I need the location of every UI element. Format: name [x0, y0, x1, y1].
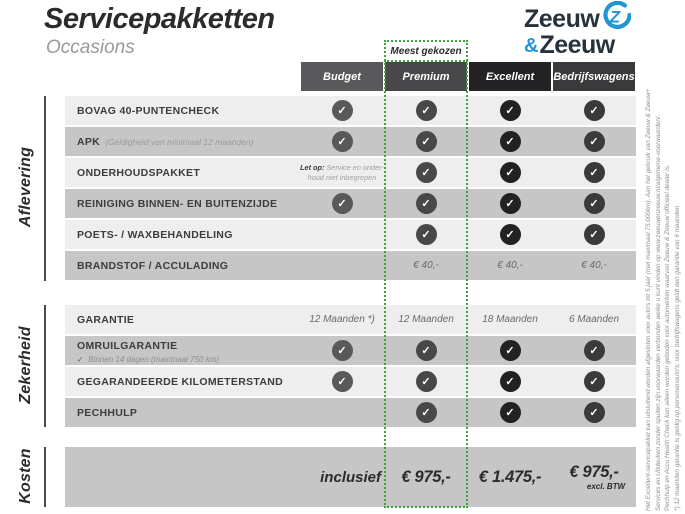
footnote-line-4: *) 12 maanden garantie is geldig op personenauto's; voor bedrijfswagens geldt een garantie van 6 maanden [673, 205, 681, 511]
cell-value: € 40,- [497, 260, 523, 271]
logo-z-swoosh-icon [601, 1, 631, 35]
table-row [65, 158, 636, 187]
footnote-line-2: Services en Uitdeuken zonder spuiten zijn voorwaarden verbonden welke u kunt vinden op www.zeeuwenzeeuw.nl/algemene-voorwaarden/. [654, 114, 662, 511]
price-cell-premium [384, 447, 468, 507]
row-label-line [77, 195, 300, 212]
cell-excellent [468, 158, 552, 187]
check-icon: ✓ [584, 402, 605, 423]
cell-premium [384, 127, 468, 156]
cell-budget [300, 220, 384, 249]
row-label: POETS- / WAXBEHANDELING [77, 229, 233, 242]
section-label-kosten: Kosten [17, 448, 34, 504]
cell-excellent [468, 96, 552, 125]
cell-bedrijfswagens [552, 158, 636, 187]
price-cell-excellent [468, 447, 552, 507]
cell-budget [300, 251, 384, 280]
check-icon: ✓ [584, 131, 605, 152]
check-icon: ✓ [500, 371, 521, 392]
footnote-line-1: Het Excellent-servicepakket kan uitsluitend worden afgesloten voor auto's tot 5 jaar (met maximaal 75.000km). Aan het gebruik van Zeeuw & Zeeuw+ [645, 88, 652, 511]
cell-excellent [468, 305, 552, 334]
cell-premium [384, 367, 468, 396]
table-row [65, 127, 636, 156]
row-subtext [77, 356, 300, 364]
cell-bedrijfswagens [552, 305, 636, 334]
logo-ampersand: & [524, 34, 539, 57]
row-label-cell [65, 367, 300, 396]
check-icon: ✓ [584, 224, 605, 245]
row-label-cell [65, 158, 300, 187]
check-icon: ✓ [416, 402, 437, 423]
check-icon: ✓ [332, 340, 353, 361]
column-header-label: Excellent [485, 70, 535, 83]
cell-value: 18 Maanden [482, 314, 538, 325]
row-label: APK [77, 136, 101, 149]
check-icon: ✓ [332, 100, 353, 121]
cell-note: Let op: Service en onder- houd niet inbegrepen [300, 163, 384, 182]
cell-value: 6 Maanden [568, 314, 620, 325]
row-label-cell [65, 398, 300, 427]
row-label-cell [65, 305, 300, 334]
row-label: ONDERHOUDSPAKKET [77, 167, 201, 180]
column-header-label: Bedrijfswagens [553, 70, 635, 83]
check-icon: ✓ [332, 193, 353, 214]
price-subnote: excl. BTW [586, 482, 626, 491]
column-header-premium [385, 62, 467, 91]
svg-text:Z: Z [610, 7, 621, 27]
cell-premium [384, 398, 468, 427]
cell-budget [300, 398, 384, 427]
check-icon: ✓ [500, 193, 521, 214]
inclusief-label: inclusief [320, 468, 381, 486]
check-icon: ✓ [332, 371, 353, 392]
logo-line-2 [524, 33, 631, 58]
section-line-zekerheid [44, 305, 46, 427]
check-icon: ✓ [416, 131, 437, 152]
most-chosen-badge-label: Meest gekozen [390, 45, 462, 57]
row-label-cell [65, 251, 300, 280]
section-label-zekerheid: Zekerheid [17, 326, 34, 404]
page-subtitle: Occasions [46, 37, 135, 58]
check-icon: ✓ [416, 340, 437, 361]
price-value: € 975,- [569, 463, 619, 481]
cell-excellent [468, 189, 552, 218]
check-icon: ✓ [416, 100, 437, 121]
row-label-cell [65, 336, 300, 365]
footnote-line-3: Pechhulp en Accu Health Check kan alleen worden geboden voor automerken waarvan Zeeuw & Zeeuw officieel dealer is. [664, 164, 671, 511]
row-inline-note: (Geldigheid van minimaal 12 maanden) [105, 137, 254, 148]
cell-excellent [468, 336, 552, 365]
check-icon: ✓ [500, 340, 521, 361]
check-icon: ✓ [500, 224, 521, 245]
cell-bedrijfswagens [552, 251, 636, 280]
price-value: € 975,- [401, 467, 451, 486]
row-label: BRANDSTOF / ACCULADING [77, 260, 229, 273]
row-label-line [77, 404, 300, 421]
table-row [65, 305, 636, 334]
check-icon: ✓ [500, 131, 521, 152]
cell-bedrijfswagens [552, 336, 636, 365]
row-label: OMRUILGARANTIE [77, 339, 178, 352]
cell-budget [300, 158, 384, 187]
cell-excellent [468, 127, 552, 156]
cell-bedrijfswagens [552, 96, 636, 125]
most-chosen-badge [384, 40, 468, 62]
price-value: € 1.475,- [478, 467, 542, 486]
check-icon: ✓ [416, 224, 437, 245]
section-line-aflevering [44, 96, 46, 281]
small-check-icon: ✓ [77, 354, 84, 364]
cell-excellent [468, 367, 552, 396]
column-header-budget [301, 62, 383, 91]
cell-bedrijfswagens [552, 189, 636, 218]
table-row [65, 251, 636, 280]
row-label-cell [65, 220, 300, 249]
column-header-label: Budget [323, 70, 361, 83]
cell-premium [384, 305, 468, 334]
row-label-line [77, 337, 300, 354]
check-icon: ✓ [500, 162, 521, 183]
cell-excellent [468, 220, 552, 249]
brand-logo [524, 4, 631, 58]
check-icon: ✓ [416, 193, 437, 214]
row-label-line [77, 102, 300, 119]
cell-excellent [468, 251, 552, 280]
check-icon: ✓ [332, 131, 353, 152]
table-row [65, 189, 636, 218]
row-label: REINIGING BINNEN- EN BUITENZIJDE [77, 198, 278, 211]
column-header-label: Premium [402, 70, 450, 83]
cell-value: € 40,- [581, 260, 607, 271]
cell-bedrijfswagens [552, 220, 636, 249]
table-row [65, 336, 636, 365]
cell-budget [300, 305, 384, 334]
row-label-line [77, 164, 300, 181]
kosten-row [65, 447, 636, 507]
check-icon: ✓ [416, 371, 437, 392]
row-label-cell [65, 189, 300, 218]
cell-bedrijfswagens [552, 367, 636, 396]
column-header-bedrijfswagens [553, 62, 635, 91]
cell-budget [300, 189, 384, 218]
cell-bedrijfswagens [552, 127, 636, 156]
cell-budget [300, 127, 384, 156]
table-row [65, 220, 636, 249]
row-label-cell [65, 96, 300, 125]
row-label: GEGARANDEERDE KILOMETERSTAND [77, 376, 283, 389]
cell-excellent [468, 398, 552, 427]
footnotes [644, 37, 682, 511]
table-row [65, 398, 636, 427]
cell-note-bold: Let op: [300, 163, 327, 173]
check-icon: ✓ [584, 193, 605, 214]
price-cell-bedrijfswagens [552, 447, 636, 507]
logo-word-zeeuw-2: Zeeuw [539, 31, 615, 59]
cell-value: 12 Maanden [398, 314, 454, 325]
cell-premium [384, 336, 468, 365]
check-icon: ✓ [584, 100, 605, 121]
row-label-line [77, 311, 300, 328]
check-icon: ✓ [584, 371, 605, 392]
row-label: GARANTIE [77, 314, 135, 327]
cell-bedrijfswagens [552, 398, 636, 427]
row-label-line [77, 226, 300, 243]
check-icon: ✓ [584, 162, 605, 183]
check-icon: ✓ [500, 402, 521, 423]
cell-budget [300, 336, 384, 365]
check-icon: ✓ [500, 100, 521, 121]
row-label-cell [65, 127, 300, 156]
row-subtext-label: Binnen 14 dagen (maximaal 750 km) [88, 354, 220, 364]
row-label: PECHHULP [77, 407, 138, 420]
page-title: Servicepakketten [44, 3, 275, 35]
cell-premium [384, 189, 468, 218]
kosten-label-cell [65, 447, 300, 507]
cell-value: 12 Maanden *) [309, 314, 375, 325]
cell-premium [384, 96, 468, 125]
row-label-line [77, 133, 300, 150]
cell-premium [384, 251, 468, 280]
cell-premium [384, 220, 468, 249]
row-label-line [77, 373, 300, 390]
row-label: BOVAG 40-PUNTENCHECK [77, 105, 220, 118]
logo-word-zeeuw: Zeeuw [524, 5, 600, 33]
check-icon: ✓ [416, 162, 437, 183]
cell-premium [384, 158, 468, 187]
section-label-aflevering: Aflevering [17, 146, 34, 228]
section-line-kosten [44, 447, 46, 507]
cell-budget [300, 96, 384, 125]
cell-budget [300, 367, 384, 396]
column-header-excellent [469, 62, 551, 91]
table-row [65, 367, 636, 396]
table-row [65, 96, 636, 125]
row-label-line [77, 257, 300, 274]
cell-budget [300, 447, 384, 507]
cell-value: € 40,- [413, 260, 439, 271]
check-icon: ✓ [584, 340, 605, 361]
